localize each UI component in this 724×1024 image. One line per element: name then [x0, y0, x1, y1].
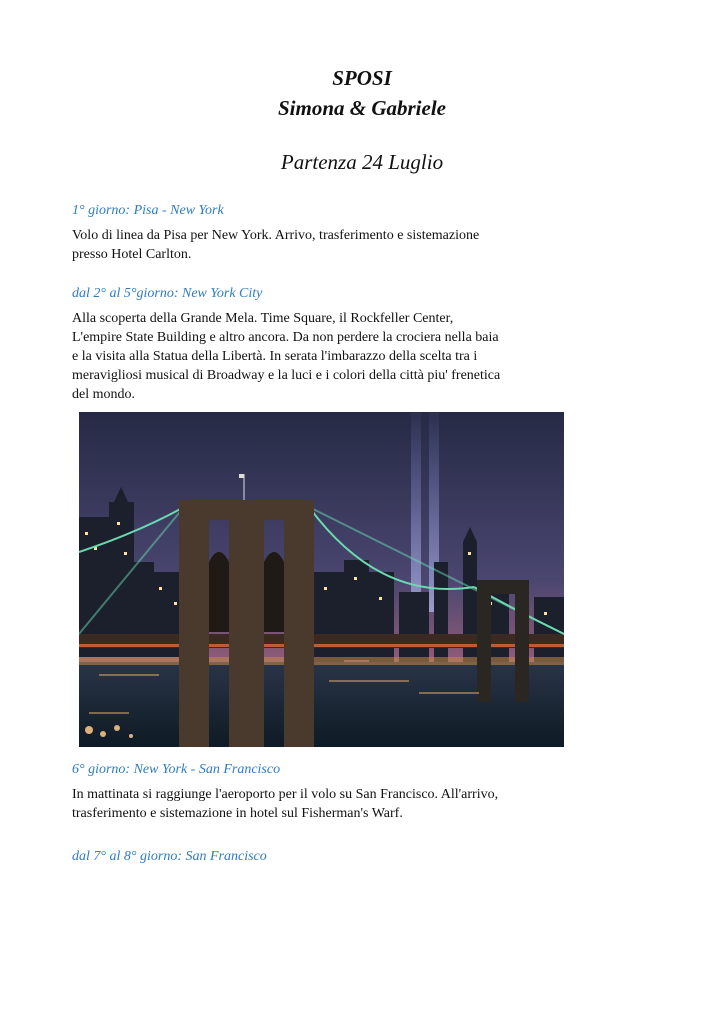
brooklyn-bridge-photo	[79, 412, 564, 747]
title-line-1: SPOSI	[332, 66, 392, 90]
day-1-text: Volo di linea da Pisa per New York. Arrivo, trasferimento e sistemazione presso Hotel Carlton.	[72, 228, 480, 262]
departure-date: Partenza 24 Luglio	[280, 150, 444, 174]
title-line-2: Simona & Gabriele	[277, 96, 446, 120]
day-1-heading: 1° giorno: Pisa - New York	[72, 203, 224, 218]
day-2-5-heading: dal 2° al 5°giorno: New York City	[72, 286, 263, 301]
day-2-5-text: Alla scoperta della Grande Mela. Time Square, il Rockfeller Center, L'empire State Building e altro ancora. Da non perdere la crociera nella baia e la visita alla Statua della Libertà. In serata l'imbarazzo della scelta tra i meravigliosi musical di Broadway e la luci e i colori della città piu' frenetica del mondo.	[72, 311, 501, 402]
brooklyn-bridge-illustration	[79, 412, 564, 747]
day-6-text: In mattinata si raggiunge l'aeroporto per il volo su San Francisco. All'arrivo, trasferimento e sistemazione in hotel sul Fisherman's Warf.	[72, 787, 499, 821]
day-7-8-heading: dal 7° al 8° giorno: San Francisco	[72, 849, 267, 864]
day-6-heading: 6° giorno: New York - San Francisco	[72, 762, 281, 777]
